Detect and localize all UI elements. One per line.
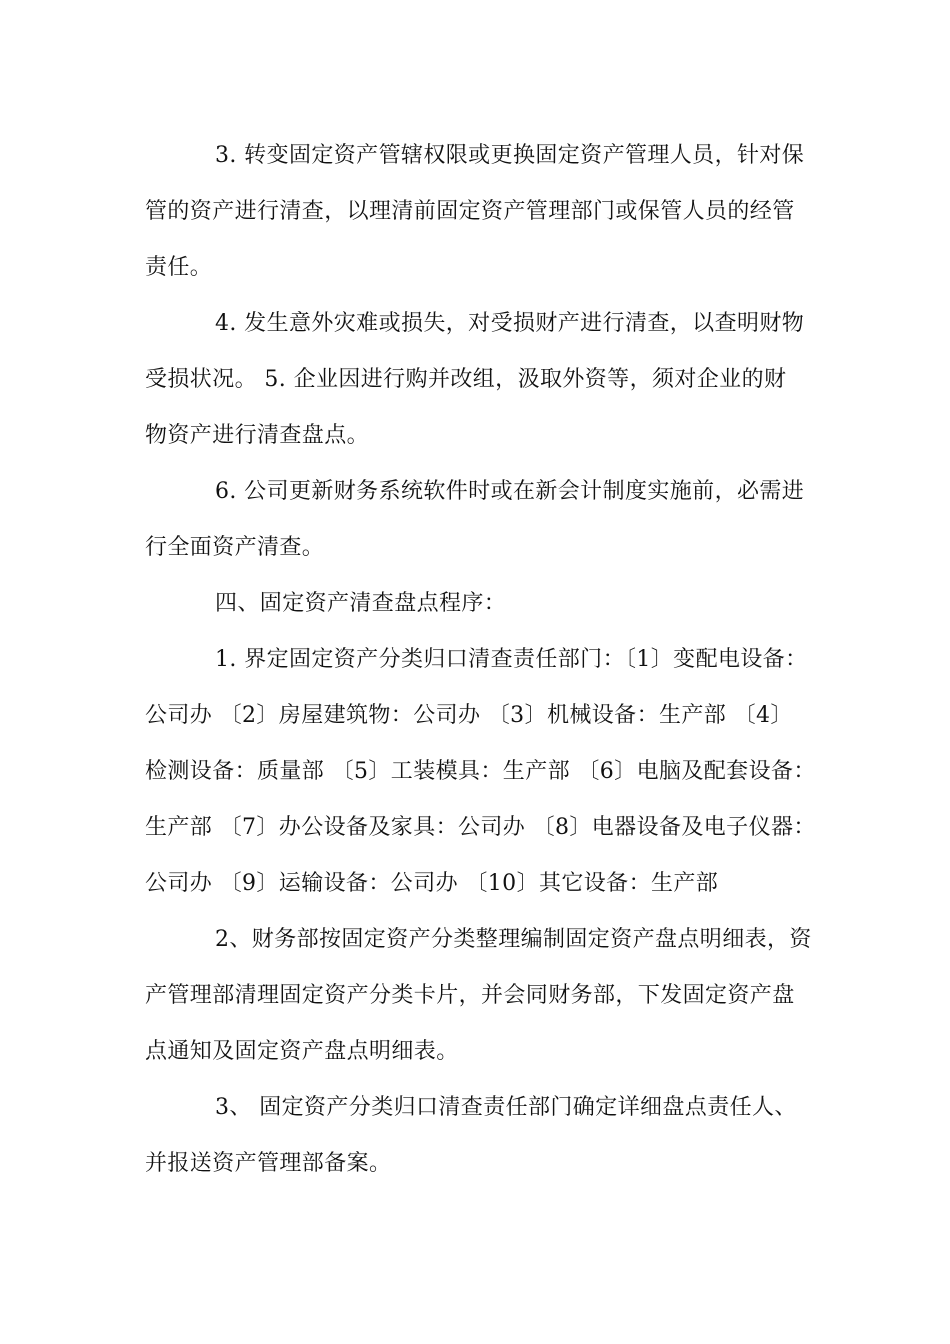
section-heading-procedure xyxy=(145,576,835,632)
paragraph-procedure-step-3 xyxy=(145,1080,835,1192)
section-heading-text: 四、固定资产清查盘点程序： xyxy=(215,591,507,616)
text-line: 行全面资产清查。 xyxy=(145,535,325,560)
document-body xyxy=(145,128,835,1192)
text-line: 生产部 〔7〕办公设备及家具：公司办 〔8〕电器设备及电子仪器： xyxy=(145,815,816,840)
paragraph-procedure-step-2 xyxy=(145,912,835,1080)
paragraph-procedure-step-1 xyxy=(145,632,835,912)
paragraph-item-4-5-disaster-merger xyxy=(145,296,835,464)
text-line: 3、 固定资产分类归口清查责任部门确定详细盘点责任人、 xyxy=(215,1095,797,1120)
text-line: 受损状况。 5. 企业因进行购并改组，汲取外资等，须对企业的财 xyxy=(145,367,787,392)
text-line: 点通知及固定资产盘点明细表。 xyxy=(145,1039,459,1064)
text-line: 2、财务部按固定资产分类整理编制固定资产盘点明细表，资 xyxy=(215,927,812,952)
paragraph-item-3-asset-transfer xyxy=(145,128,835,296)
text-line: 检测设备：质量部 〔5〕工装模具：生产部 〔6〕电脑及配套设备： xyxy=(145,759,816,784)
text-line: 1. 界定固定资产分类归口清查责任部门：〔1〕变配电设备： xyxy=(215,647,808,672)
text-line: 责任。 xyxy=(145,255,213,280)
text-line: 公司办 〔9〕运输设备：公司办 〔10〕其它设备：生产部 xyxy=(145,871,719,896)
text-line: 物资产进行清查盘点。 xyxy=(145,423,370,448)
text-line: 并报送资产管理部备案。 xyxy=(145,1151,392,1176)
text-line: 管的资产进行清查，以理清前固定资产管理部门或保管人员的经管 xyxy=(145,199,795,224)
paragraph-item-6-system-update xyxy=(145,464,835,576)
text-line: 6. 公司更新财务系统软件时或在新会计制度实施前，必需进 xyxy=(215,479,805,504)
text-line: 4. 发生意外灾难或损失，对受损财产进行清查，以查明财物 xyxy=(215,311,805,336)
text-line: 产管理部清理固定资产分类卡片，并会同财务部，下发固定资产盘 xyxy=(145,983,795,1008)
text-line: 3. 转变固定资产管辖权限或更换固定资产管理人员，针对保 xyxy=(215,143,805,168)
text-line: 公司办 〔2〕房屋建筑物：公司办 〔3〕机械设备：生产部 〔4〕 xyxy=(145,703,793,728)
